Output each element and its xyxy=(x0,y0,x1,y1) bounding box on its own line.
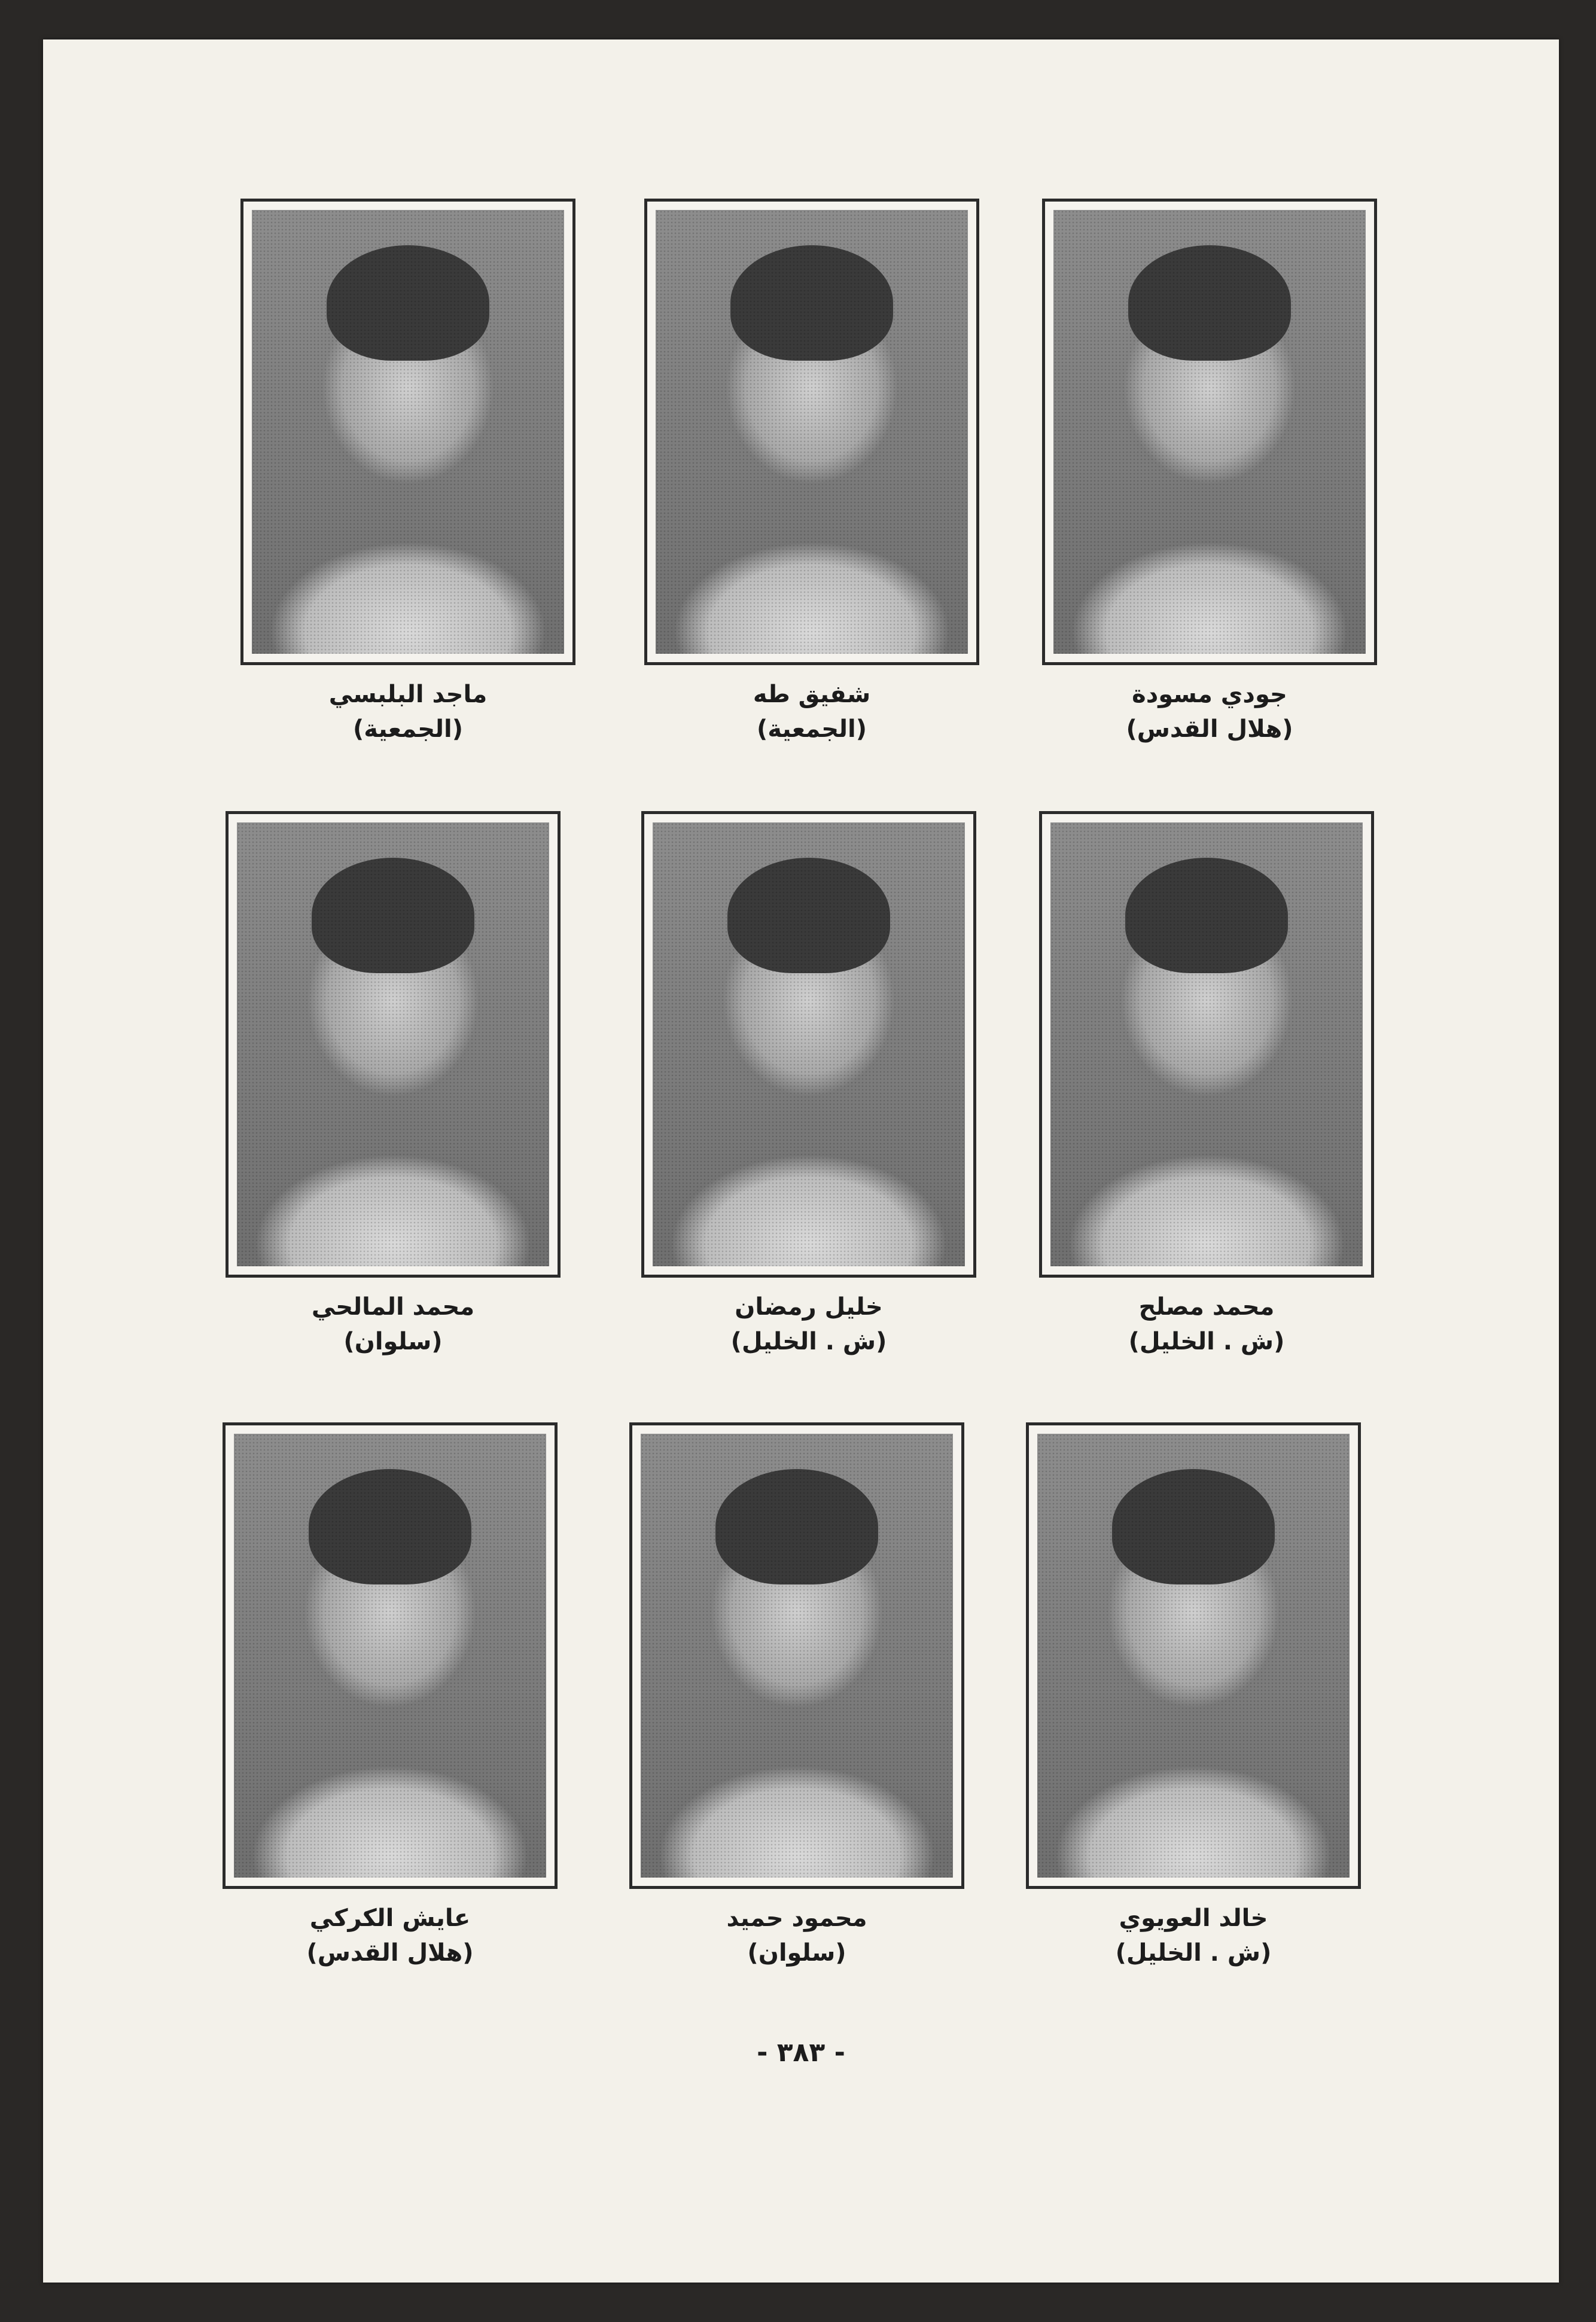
player-caption xyxy=(223,1901,558,1970)
player-photo xyxy=(226,811,561,1278)
player-club: (ش . الخليل) xyxy=(1115,1939,1272,1967)
player-name: عايش الكركي xyxy=(309,1904,471,1932)
player-name: محمد المالحي xyxy=(311,1293,475,1321)
player-club: (الجمعية) xyxy=(352,715,464,743)
player-club: (هلال القدس) xyxy=(306,1939,474,1967)
player-caption xyxy=(1042,677,1377,746)
player-caption xyxy=(240,677,575,746)
player-name: خليل رمضان xyxy=(735,1293,883,1321)
page-number: - ٣٨٣ - xyxy=(757,2037,845,2068)
player-name: خالد العويوي xyxy=(1119,1904,1268,1932)
player-caption xyxy=(1039,1290,1374,1359)
player-name: جودي مسودة xyxy=(1132,681,1287,708)
player-photo xyxy=(644,199,979,665)
document-page xyxy=(43,39,1559,2283)
player-club: (ش . الخليل) xyxy=(730,1328,887,1355)
player-caption xyxy=(644,677,979,746)
player-club: (هلال القدس) xyxy=(1126,715,1293,743)
player-name: محمود حميد xyxy=(726,1904,867,1932)
player-caption xyxy=(641,1290,976,1359)
player-caption xyxy=(226,1290,561,1359)
player-club: (ش . الخليل) xyxy=(1128,1328,1285,1355)
player-photo xyxy=(629,1422,964,1889)
player-photo xyxy=(641,811,976,1278)
player-caption xyxy=(1026,1901,1361,1970)
player-photo xyxy=(1042,199,1377,665)
player-name: شفيق طه xyxy=(753,681,871,708)
player-club: (الجمعية) xyxy=(756,715,867,743)
player-name: محمد مصلح xyxy=(1138,1293,1275,1321)
player-club: (سلوان) xyxy=(343,1328,443,1355)
player-photo xyxy=(1039,811,1374,1278)
player-club: (سلوان) xyxy=(747,1939,846,1967)
player-photo xyxy=(223,1422,558,1889)
player-photo xyxy=(240,199,575,665)
player-caption xyxy=(629,1901,964,1970)
player-name: ماجد البلبسي xyxy=(328,681,488,708)
player-photo xyxy=(1026,1422,1361,1889)
